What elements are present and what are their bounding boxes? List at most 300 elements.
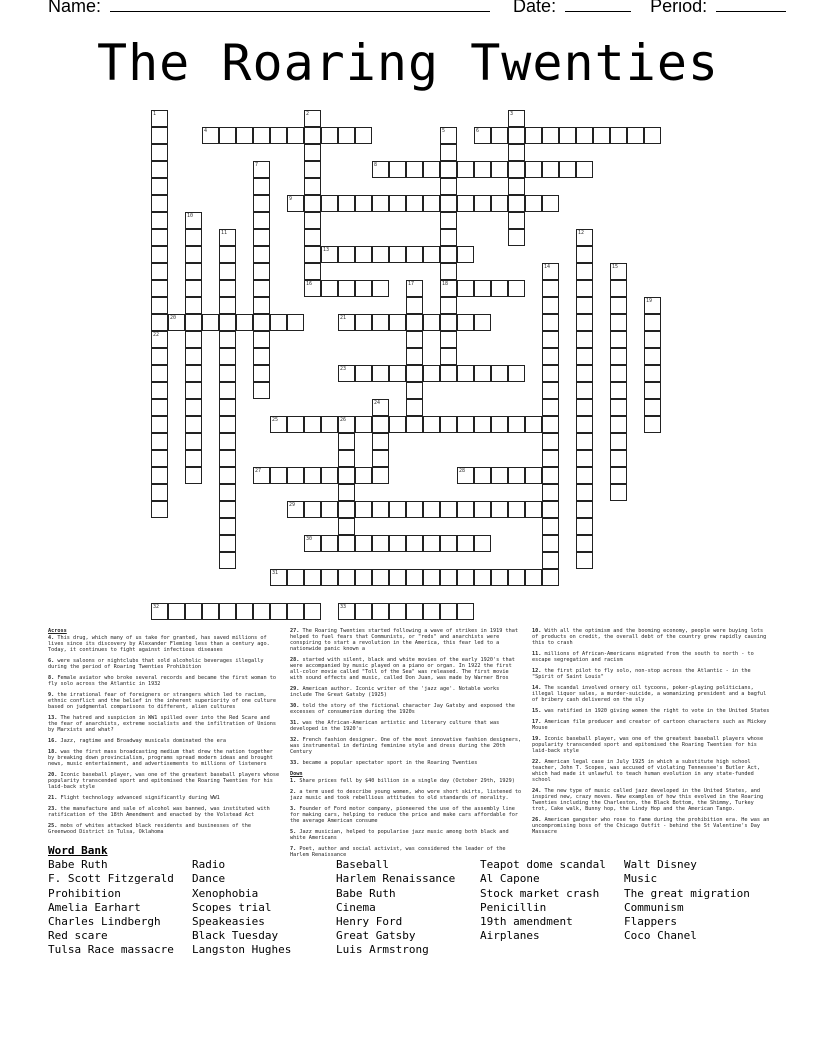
grid-cell[interactable] xyxy=(508,212,525,229)
grid-cell[interactable] xyxy=(355,416,372,433)
grid-cell[interactable] xyxy=(151,314,168,331)
grid-cell[interactable] xyxy=(304,161,321,178)
grid-cell[interactable] xyxy=(236,603,253,620)
grid-cell[interactable] xyxy=(576,348,593,365)
grid-cell[interactable] xyxy=(508,178,525,195)
grid-cell[interactable] xyxy=(219,127,236,144)
grid-cell[interactable] xyxy=(525,127,542,144)
grid-cell[interactable] xyxy=(406,246,423,263)
grid-cell[interactable] xyxy=(338,450,355,467)
grid-cell[interactable] xyxy=(304,569,321,586)
grid-cell[interactable] xyxy=(151,195,168,212)
grid-cell[interactable] xyxy=(440,501,457,518)
grid-cell[interactable] xyxy=(389,365,406,382)
grid-cell[interactable] xyxy=(610,127,627,144)
grid-cell[interactable] xyxy=(219,399,236,416)
grid-cell[interactable] xyxy=(406,331,423,348)
grid-cell[interactable] xyxy=(423,314,440,331)
grid-cell[interactable] xyxy=(423,569,440,586)
grid-cell[interactable] xyxy=(406,603,423,620)
grid-cell[interactable] xyxy=(355,603,372,620)
grid-cell[interactable] xyxy=(287,416,304,433)
grid-cell[interactable] xyxy=(474,365,491,382)
grid-cell[interactable] xyxy=(542,297,559,314)
grid-cell[interactable] xyxy=(287,603,304,620)
grid-cell[interactable] xyxy=(321,127,338,144)
grid-cell[interactable] xyxy=(491,127,508,144)
grid-cell[interactable] xyxy=(542,382,559,399)
grid-cell[interactable] xyxy=(508,569,525,586)
grid-cell[interactable] xyxy=(576,467,593,484)
grid-cell[interactable] xyxy=(457,365,474,382)
grid-cell[interactable] xyxy=(253,178,270,195)
grid-cell[interactable] xyxy=(440,178,457,195)
grid-cell[interactable] xyxy=(151,348,168,365)
grid-cell[interactable] xyxy=(610,399,627,416)
grid-cell[interactable] xyxy=(372,569,389,586)
grid-cell[interactable] xyxy=(406,416,423,433)
grid-cell[interactable] xyxy=(321,416,338,433)
grid-cell[interactable] xyxy=(576,331,593,348)
grid-cell[interactable] xyxy=(508,161,525,178)
grid-cell[interactable] xyxy=(202,603,219,620)
grid-cell[interactable] xyxy=(542,518,559,535)
grid-cell[interactable] xyxy=(253,382,270,399)
grid-cell[interactable] xyxy=(610,365,627,382)
grid-cell[interactable] xyxy=(508,127,525,144)
grid-cell[interactable] xyxy=(389,416,406,433)
grid-cell[interactable] xyxy=(440,263,457,280)
grid-cell[interactable] xyxy=(576,382,593,399)
grid-cell[interactable] xyxy=(270,314,287,331)
grid-cell[interactable] xyxy=(423,365,440,382)
grid-cell[interactable] xyxy=(253,263,270,280)
grid-cell[interactable] xyxy=(406,314,423,331)
grid-cell[interactable] xyxy=(525,416,542,433)
grid-cell[interactable] xyxy=(610,297,627,314)
grid-cell[interactable] xyxy=(542,195,559,212)
grid-cell[interactable] xyxy=(491,195,508,212)
grid-cell[interactable] xyxy=(185,416,202,433)
grid-cell[interactable] xyxy=(576,535,593,552)
grid-cell[interactable] xyxy=(151,450,168,467)
grid-cell[interactable] xyxy=(474,535,491,552)
grid-cell[interactable] xyxy=(253,195,270,212)
grid-cell[interactable] xyxy=(644,365,661,382)
grid-cell[interactable] xyxy=(219,365,236,382)
grid-cell[interactable] xyxy=(406,348,423,365)
grid-cell[interactable] xyxy=(321,467,338,484)
grid-cell[interactable] xyxy=(253,331,270,348)
grid-cell[interactable] xyxy=(372,246,389,263)
grid-cell[interactable] xyxy=(151,365,168,382)
grid-cell[interactable] xyxy=(151,484,168,501)
grid-cell[interactable] xyxy=(457,161,474,178)
grid-cell[interactable] xyxy=(355,195,372,212)
grid-cell[interactable] xyxy=(610,467,627,484)
grid-cell[interactable] xyxy=(457,603,474,620)
grid-cell[interactable] xyxy=(576,450,593,467)
grid-cell[interactable] xyxy=(542,416,559,433)
grid-cell[interactable] xyxy=(508,365,525,382)
grid-cell[interactable] xyxy=(491,569,508,586)
date-field[interactable] xyxy=(565,0,631,12)
grid-cell[interactable] xyxy=(185,348,202,365)
grid-cell[interactable] xyxy=(168,603,185,620)
grid-cell[interactable] xyxy=(423,195,440,212)
grid-cell[interactable] xyxy=(321,535,338,552)
grid-cell[interactable] xyxy=(644,127,661,144)
grid-cell[interactable] xyxy=(185,433,202,450)
grid-cell[interactable] xyxy=(219,416,236,433)
grid-cell[interactable] xyxy=(491,280,508,297)
grid-cell[interactable] xyxy=(185,399,202,416)
grid-cell[interactable] xyxy=(542,450,559,467)
grid-cell[interactable] xyxy=(338,535,355,552)
grid-cell[interactable] xyxy=(321,501,338,518)
grid-cell[interactable] xyxy=(219,382,236,399)
grid-cell[interactable] xyxy=(219,331,236,348)
grid-cell[interactable] xyxy=(219,450,236,467)
grid-cell[interactable] xyxy=(440,297,457,314)
grid-cell[interactable] xyxy=(321,195,338,212)
grid-cell[interactable] xyxy=(219,467,236,484)
grid-cell[interactable] xyxy=(525,195,542,212)
grid-cell[interactable] xyxy=(304,501,321,518)
grid-cell[interactable] xyxy=(440,144,457,161)
grid-cell[interactable] xyxy=(457,195,474,212)
grid-cell[interactable] xyxy=(406,535,423,552)
grid-cell[interactable] xyxy=(508,416,525,433)
grid-cell[interactable] xyxy=(253,246,270,263)
grid-cell[interactable] xyxy=(219,246,236,263)
grid-cell[interactable] xyxy=(576,484,593,501)
grid-cell[interactable] xyxy=(440,212,457,229)
grid-cell[interactable] xyxy=(389,501,406,518)
grid-cell[interactable] xyxy=(338,433,355,450)
grid-cell[interactable] xyxy=(542,399,559,416)
grid-cell[interactable] xyxy=(389,314,406,331)
grid-cell[interactable] xyxy=(440,535,457,552)
name-field[interactable] xyxy=(110,0,490,12)
grid-cell[interactable] xyxy=(253,212,270,229)
grid-cell[interactable] xyxy=(253,297,270,314)
grid-cell[interactable] xyxy=(644,416,661,433)
grid-cell[interactable] xyxy=(576,246,593,263)
grid-cell[interactable] xyxy=(508,195,525,212)
grid-cell[interactable] xyxy=(151,280,168,297)
grid-cell[interactable] xyxy=(406,365,423,382)
grid-cell[interactable] xyxy=(253,280,270,297)
grid-cell[interactable] xyxy=(355,535,372,552)
grid-cell[interactable] xyxy=(253,127,270,144)
grid-cell[interactable] xyxy=(457,314,474,331)
grid-cell[interactable] xyxy=(185,314,202,331)
grid-cell[interactable] xyxy=(576,314,593,331)
grid-cell[interactable] xyxy=(219,263,236,280)
grid-cell[interactable] xyxy=(202,314,219,331)
grid-cell[interactable] xyxy=(304,144,321,161)
grid-cell[interactable] xyxy=(270,467,287,484)
grid-cell[interactable] xyxy=(610,433,627,450)
grid-cell[interactable] xyxy=(185,365,202,382)
grid-cell[interactable] xyxy=(253,365,270,382)
grid-cell[interactable] xyxy=(304,229,321,246)
grid-cell[interactable] xyxy=(253,348,270,365)
grid-cell[interactable] xyxy=(219,280,236,297)
grid-cell[interactable] xyxy=(372,365,389,382)
grid-cell[interactable] xyxy=(185,331,202,348)
grid-cell[interactable] xyxy=(576,263,593,280)
grid-cell[interactable] xyxy=(559,161,576,178)
grid-cell[interactable] xyxy=(457,501,474,518)
grid-cell[interactable] xyxy=(440,314,457,331)
grid-cell[interactable] xyxy=(219,433,236,450)
grid-cell[interactable] xyxy=(185,450,202,467)
grid-cell[interactable] xyxy=(576,297,593,314)
grid-cell[interactable] xyxy=(491,416,508,433)
grid-cell[interactable] xyxy=(389,535,406,552)
grid-cell[interactable] xyxy=(644,348,661,365)
grid-cell[interactable] xyxy=(542,348,559,365)
grid-cell[interactable] xyxy=(508,229,525,246)
grid-cell[interactable] xyxy=(491,501,508,518)
grid-cell[interactable] xyxy=(440,603,457,620)
grid-cell[interactable] xyxy=(644,382,661,399)
grid-cell[interactable] xyxy=(304,178,321,195)
grid-cell[interactable] xyxy=(304,246,321,263)
grid-cell[interactable] xyxy=(406,297,423,314)
grid-cell[interactable] xyxy=(525,467,542,484)
grid-cell[interactable] xyxy=(542,569,559,586)
grid-cell[interactable] xyxy=(372,467,389,484)
grid-cell[interactable] xyxy=(151,416,168,433)
grid-cell[interactable] xyxy=(185,603,202,620)
grid-cell[interactable] xyxy=(457,416,474,433)
grid-cell[interactable] xyxy=(559,127,576,144)
grid-cell[interactable] xyxy=(593,127,610,144)
grid-cell[interactable] xyxy=(491,365,508,382)
grid-cell[interactable] xyxy=(474,280,491,297)
grid-cell[interactable] xyxy=(270,127,287,144)
period-field[interactable] xyxy=(716,0,786,12)
grid-cell[interactable] xyxy=(525,569,542,586)
grid-cell[interactable] xyxy=(372,195,389,212)
grid-cell[interactable] xyxy=(440,195,457,212)
grid-cell[interactable] xyxy=(525,161,542,178)
grid-cell[interactable] xyxy=(576,280,593,297)
grid-cell[interactable] xyxy=(474,467,491,484)
grid-cell[interactable] xyxy=(355,501,372,518)
grid-cell[interactable] xyxy=(151,297,168,314)
grid-cell[interactable] xyxy=(338,195,355,212)
grid-cell[interactable] xyxy=(644,331,661,348)
grid-cell[interactable] xyxy=(542,552,559,569)
grid-cell[interactable] xyxy=(355,127,372,144)
grid-cell[interactable] xyxy=(372,280,389,297)
grid-cell[interactable] xyxy=(542,433,559,450)
grid-cell[interactable] xyxy=(338,467,355,484)
grid-cell[interactable] xyxy=(304,195,321,212)
grid-cell[interactable] xyxy=(440,331,457,348)
grid-cell[interactable] xyxy=(576,399,593,416)
grid-cell[interactable] xyxy=(406,399,423,416)
grid-cell[interactable] xyxy=(406,382,423,399)
grid-cell[interactable] xyxy=(304,127,321,144)
grid-cell[interactable] xyxy=(219,314,236,331)
grid-cell[interactable] xyxy=(440,348,457,365)
grid-cell[interactable] xyxy=(576,433,593,450)
grid-cell[interactable] xyxy=(576,552,593,569)
grid-cell[interactable] xyxy=(389,603,406,620)
grid-cell[interactable] xyxy=(508,467,525,484)
grid-cell[interactable] xyxy=(372,535,389,552)
grid-cell[interactable] xyxy=(440,365,457,382)
grid-cell[interactable] xyxy=(219,552,236,569)
grid-cell[interactable] xyxy=(423,603,440,620)
grid-cell[interactable] xyxy=(389,569,406,586)
grid-cell[interactable] xyxy=(219,501,236,518)
grid-cell[interactable] xyxy=(576,501,593,518)
grid-cell[interactable] xyxy=(219,348,236,365)
grid-cell[interactable] xyxy=(389,195,406,212)
grid-cell[interactable] xyxy=(151,399,168,416)
grid-cell[interactable] xyxy=(474,314,491,331)
grid-cell[interactable] xyxy=(610,382,627,399)
grid-cell[interactable] xyxy=(338,280,355,297)
grid-cell[interactable] xyxy=(406,195,423,212)
grid-cell[interactable] xyxy=(491,161,508,178)
grid-cell[interactable] xyxy=(338,246,355,263)
grid-cell[interactable] xyxy=(423,161,440,178)
grid-cell[interactable] xyxy=(338,518,355,535)
grid-cell[interactable] xyxy=(185,382,202,399)
grid-cell[interactable] xyxy=(338,569,355,586)
grid-cell[interactable] xyxy=(151,263,168,280)
grid-cell[interactable] xyxy=(440,246,457,263)
grid-cell[interactable] xyxy=(355,280,372,297)
grid-cell[interactable] xyxy=(440,416,457,433)
grid-cell[interactable] xyxy=(236,127,253,144)
grid-cell[interactable] xyxy=(219,535,236,552)
grid-cell[interactable] xyxy=(525,501,542,518)
grid-cell[interactable] xyxy=(338,501,355,518)
grid-cell[interactable] xyxy=(185,263,202,280)
grid-cell[interactable] xyxy=(355,467,372,484)
grid-cell[interactable] xyxy=(457,569,474,586)
grid-cell[interactable] xyxy=(151,127,168,144)
grid-cell[interactable] xyxy=(474,195,491,212)
grid-cell[interactable] xyxy=(321,569,338,586)
grid-cell[interactable] xyxy=(151,433,168,450)
grid-cell[interactable] xyxy=(321,280,338,297)
grid-cell[interactable] xyxy=(287,467,304,484)
grid-cell[interactable] xyxy=(610,348,627,365)
grid-cell[interactable] xyxy=(508,144,525,161)
grid-cell[interactable] xyxy=(406,161,423,178)
grid-cell[interactable] xyxy=(219,518,236,535)
grid-cell[interactable] xyxy=(185,246,202,263)
grid-cell[interactable] xyxy=(644,399,661,416)
grid-cell[interactable] xyxy=(219,484,236,501)
grid-cell[interactable] xyxy=(542,535,559,552)
grid-cell[interactable] xyxy=(457,535,474,552)
grid-cell[interactable] xyxy=(338,484,355,501)
grid-cell[interactable] xyxy=(542,484,559,501)
grid-cell[interactable] xyxy=(304,467,321,484)
grid-cell[interactable] xyxy=(610,416,627,433)
grid-cell[interactable] xyxy=(355,314,372,331)
grid-cell[interactable] xyxy=(253,314,270,331)
grid-cell[interactable] xyxy=(610,331,627,348)
grid-cell[interactable] xyxy=(542,501,559,518)
grid-cell[interactable] xyxy=(219,297,236,314)
grid-cell[interactable] xyxy=(423,535,440,552)
grid-cell[interactable] xyxy=(440,569,457,586)
grid-cell[interactable] xyxy=(474,416,491,433)
grid-cell[interactable] xyxy=(372,450,389,467)
grid-cell[interactable] xyxy=(338,127,355,144)
grid-cell[interactable] xyxy=(185,280,202,297)
grid-cell[interactable] xyxy=(236,314,253,331)
grid-cell[interactable] xyxy=(151,246,168,263)
grid-cell[interactable] xyxy=(372,501,389,518)
grid-cell[interactable] xyxy=(270,603,287,620)
grid-cell[interactable] xyxy=(389,246,406,263)
grid-cell[interactable] xyxy=(151,161,168,178)
grid-cell[interactable] xyxy=(287,569,304,586)
grid-cell[interactable] xyxy=(542,314,559,331)
grid-cell[interactable] xyxy=(253,603,270,620)
grid-cell[interactable] xyxy=(627,127,644,144)
grid-cell[interactable] xyxy=(355,365,372,382)
grid-cell[interactable] xyxy=(151,212,168,229)
grid-cell[interactable] xyxy=(372,416,389,433)
grid-cell[interactable] xyxy=(576,365,593,382)
grid-cell[interactable] xyxy=(610,484,627,501)
grid-cell[interactable] xyxy=(355,569,372,586)
grid-cell[interactable] xyxy=(304,603,321,620)
grid-cell[interactable] xyxy=(372,433,389,450)
grid-cell[interactable] xyxy=(304,263,321,280)
grid-cell[interactable] xyxy=(151,144,168,161)
grid-cell[interactable] xyxy=(457,280,474,297)
grid-cell[interactable] xyxy=(151,229,168,246)
grid-cell[interactable] xyxy=(576,127,593,144)
grid-cell[interactable] xyxy=(304,416,321,433)
grid-cell[interactable] xyxy=(423,416,440,433)
grid-cell[interactable] xyxy=(440,229,457,246)
grid-cell[interactable] xyxy=(389,161,406,178)
grid-cell[interactable] xyxy=(542,280,559,297)
grid-cell[interactable] xyxy=(372,314,389,331)
grid-cell[interactable] xyxy=(542,127,559,144)
grid-cell[interactable] xyxy=(474,569,491,586)
grid-cell[interactable] xyxy=(151,501,168,518)
grid-cell[interactable] xyxy=(219,603,236,620)
grid-cell[interactable] xyxy=(423,501,440,518)
grid-cell[interactable] xyxy=(372,603,389,620)
grid-cell[interactable] xyxy=(491,467,508,484)
grid-cell[interactable] xyxy=(287,314,304,331)
grid-cell[interactable] xyxy=(423,246,440,263)
grid-cell[interactable] xyxy=(576,161,593,178)
grid-cell[interactable] xyxy=(474,501,491,518)
grid-cell[interactable] xyxy=(304,212,321,229)
grid-cell[interactable] xyxy=(576,416,593,433)
grid-cell[interactable] xyxy=(542,467,559,484)
grid-cell[interactable] xyxy=(355,246,372,263)
